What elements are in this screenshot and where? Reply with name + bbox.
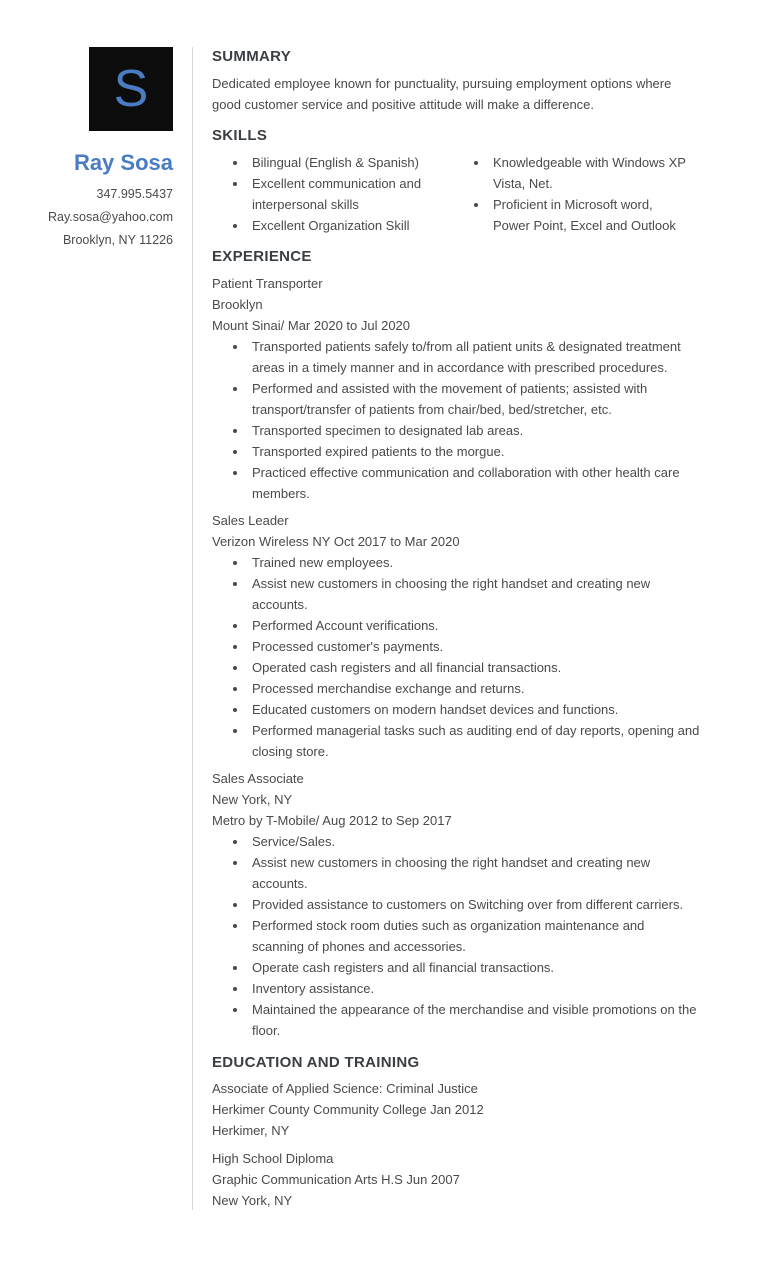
duty-item: Service/Sales. — [212, 831, 702, 852]
column-divider — [192, 47, 193, 1210]
contact-email: Ray.sosa@yahoo.com — [47, 210, 173, 224]
contact-phone: 347.995.5437 — [96, 187, 173, 201]
duty-item: Assist new customers in choosing the right handset and creating new accounts. — [212, 852, 702, 894]
monogram-initial: S — [113, 60, 149, 118]
job-employer-dates: Verizon Wireless NY Oct 2017 to Mar 2020 — [212, 534, 460, 549]
skill-item: Knowledgeable with Windows XP Vista, Net. — [453, 152, 698, 194]
job-position: Sales Associate — [212, 771, 304, 786]
summary-heading: SUMMARY — [212, 48, 292, 65]
duty-item: Performed Account verifications. — [212, 615, 702, 636]
duty-item: Provided assistance to customers on Switching over from different carriers. — [212, 894, 702, 915]
job-duties — [212, 336, 702, 504]
job-location: New York, NY — [212, 792, 293, 807]
job-location: Brooklyn — [212, 297, 263, 312]
contact-location: Brooklyn, NY 11226 — [62, 233, 173, 247]
education-entry — [212, 1078, 484, 1141]
monogram-badge — [89, 47, 173, 131]
duty-item: Trained new employees. — [212, 552, 702, 573]
skills-heading: SKILLS — [212, 127, 268, 144]
job-employer-dates: Mount Sinai/ Mar 2020 to Jul 2020 — [212, 318, 411, 333]
education-school-date: Graphic Communication Arts H.S Jun 2007 — [212, 1172, 460, 1187]
summary-text — [212, 73, 671, 115]
duty-item: Transported expired patients to the morgue. — [212, 441, 702, 462]
experience-heading: EXPERIENCE — [212, 248, 312, 265]
skills-column-2 — [453, 152, 703, 236]
education-location: Herkimer, NY — [212, 1123, 290, 1138]
skill-item: Bilingual (English & Spanish) — [212, 152, 452, 173]
education-school-date: Herkimer County Community College Jan 2012 — [212, 1102, 484, 1117]
skill-item: Proficient in Microsoft word, Power Point, Excel and Outlook — [453, 194, 688, 236]
job-employer-dates: Metro by T-Mobile/ Aug 2012 to Sep 2017 — [212, 813, 452, 828]
skill-item: Excellent communication and interpersonal skills — [212, 173, 452, 215]
duty-item: Operated cash registers and all financial transactions. — [212, 657, 702, 678]
duty-item: Operate cash registers and all financial transactions. — [212, 957, 702, 978]
skill-item: Excellent Organization Skill — [212, 215, 452, 236]
job-entry — [212, 768, 702, 1041]
duty-item: Transported patients safely to/from all patient units & designated treatment areas in a timely manner and in accordance with prescribed procedures. — [212, 336, 702, 378]
duty-item: Practiced effective communication and collaboration with other health care members. — [212, 462, 702, 504]
job-position: Patient Transporter — [212, 276, 323, 291]
duty-item: Educated customers on modern handset devices and functions. — [212, 699, 702, 720]
duty-item: Performed managerial tasks such as auditing end of day reports, opening and closing store. — [212, 720, 722, 762]
job-duties — [212, 831, 702, 1041]
duty-item: Assist new customers in choosing the right handset and creating new accounts. — [212, 573, 702, 615]
education-degree: Associate of Applied Science: Criminal Justice — [212, 1081, 478, 1096]
duty-item: Inventory assistance. — [212, 978, 702, 999]
duty-item: Maintained the appearance of the merchandise and visible promotions on the floor. — [212, 999, 722, 1041]
education-degree: High School Diploma — [212, 1151, 334, 1166]
job-entry — [212, 510, 702, 762]
job-entry — [212, 273, 702, 504]
skills-column-1 — [212, 152, 452, 236]
duty-item: Performed and assisted with the movement of patients; assisted with transport/transfer of patients from chair/bed, bed/stretcher, etc. — [212, 378, 672, 420]
education-heading: EDUCATION AND TRAINING — [212, 1054, 420, 1071]
job-duties — [212, 552, 702, 762]
duty-item: Processed customer's payments. — [212, 636, 702, 657]
sidebar — [0, 0, 192, 1210]
duty-item: Performed stock room duties such as organization maintenance and scanning of phones and accessories. — [212, 915, 692, 957]
candidate-name: Ray Sosa — [73, 150, 173, 175]
job-position: Sales Leader — [212, 513, 289, 528]
duty-item: Processed merchandise exchange and returns. — [212, 678, 702, 699]
summary-line: Dedicated employee known for punctuality, pursuing employment options where — [212, 76, 672, 91]
duty-item: Transported specimen to designated lab areas. — [212, 420, 702, 441]
education-location: New York, NY — [212, 1193, 293, 1208]
education-entry — [212, 1148, 460, 1211]
summary-line: good customer service and positive attitude will make a difference. — [212, 97, 595, 112]
